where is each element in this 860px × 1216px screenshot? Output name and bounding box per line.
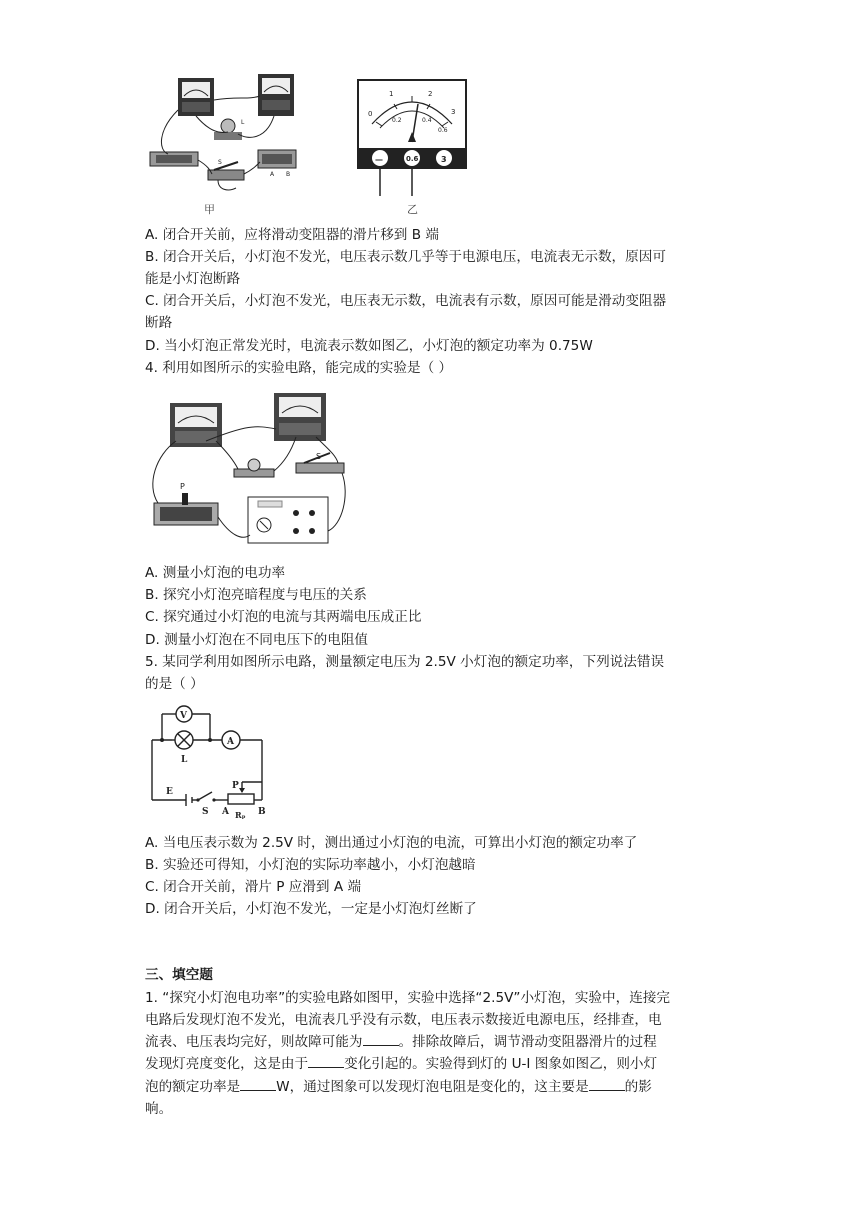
q5-label-v: V bbox=[180, 711, 187, 721]
q4-label-s: S bbox=[316, 452, 322, 461]
q3-option-b-cont: 能是小灯泡断路 bbox=[145, 271, 241, 287]
terminal-3: 3 bbox=[441, 155, 447, 164]
q5-stem-1: 5. 某同学利用如图所示电路，测量额定电压为 2.5V 小灯泡的额定功率，下列说法错误 bbox=[145, 654, 665, 670]
q5-label-l: L bbox=[181, 755, 188, 765]
q5-stem-2: 的是（ ） bbox=[145, 676, 204, 692]
label-a: A bbox=[270, 171, 275, 178]
label-b: B bbox=[286, 171, 291, 178]
s3-q1-line5-text-b: W，通过图象可以发现灯泡电阻是变化的，这主要是 bbox=[276, 1079, 589, 1095]
q4-label-p: P bbox=[180, 482, 185, 491]
q3-option-d: D. 当小灯泡正常发光时，电流表示数如图乙，小灯泡的额定功率为 0.75W bbox=[145, 338, 593, 354]
blank-influence[interactable] bbox=[589, 1076, 625, 1091]
q5-label-s: S bbox=[202, 807, 209, 817]
s3-q1-line5 bbox=[145, 1076, 652, 1098]
q5-option-c: C. 闭合开关前，滑片 P 应滑到 A 端 bbox=[145, 879, 362, 895]
q5-label-b-end: B bbox=[258, 807, 266, 817]
s3-q1-line3-text-a: 流表、电压表均完好，则故障可能为 bbox=[145, 1034, 363, 1050]
q3-option-b: B. 闭合开关后，小灯泡不发光，电压表示数几乎等于电源电压，电流表无示数，原因可 bbox=[145, 249, 666, 265]
figure-yi-ammeter bbox=[356, 78, 468, 198]
q4-option-d: D. 测量小灯泡在不同电压下的电阻值 bbox=[145, 632, 369, 648]
q5-label-a-end: A bbox=[222, 807, 229, 817]
blank-cause[interactable] bbox=[308, 1053, 344, 1068]
figure-q5-circuit bbox=[146, 702, 270, 820]
s3-q1-line6: 响。 bbox=[145, 1101, 173, 1117]
s3-q1-line2: 电路后发现灯泡不发光，电流表几乎没有示数，电压表示数接近电源电压，经排查，电 bbox=[145, 1012, 662, 1028]
dial-bottom-2: 0.4 bbox=[422, 117, 432, 124]
s3-q1-line3 bbox=[145, 1031, 657, 1053]
dial-bottom-3: 0.6 bbox=[438, 127, 448, 134]
label-s: S bbox=[218, 159, 222, 166]
figure-q4-apparatus bbox=[146, 385, 351, 550]
terminal-neg: — bbox=[375, 155, 383, 164]
q3-option-c: C. 闭合开关后，小灯泡不发光，电压表无示数，电流表有示数，原因可能是滑动变阻器 bbox=[145, 293, 667, 309]
q5-label-e: E bbox=[166, 787, 173, 797]
s3-q1-line5-text-c: 的影 bbox=[624, 1079, 652, 1095]
q5-option-b: B. 实验还可得知，小灯泡的实际功率越小，小灯泡越暗 bbox=[145, 857, 476, 873]
q5-option-d: D. 闭合开关后，小灯泡不发光，一定是小灯泡灯丝断了 bbox=[145, 901, 477, 917]
q5-label-a-meter: A bbox=[227, 737, 234, 747]
q3-option-c-cont: 断路 bbox=[145, 315, 173, 331]
blank-fault[interactable] bbox=[363, 1031, 399, 1046]
q3-option-a: A. 闭合开关前，应将滑动变阻器的滑片移到 B 端 bbox=[145, 227, 439, 243]
q4-option-a: A. 测量小灯泡的电功率 bbox=[145, 565, 286, 581]
q4-option-b: B. 探究小灯泡亮暗程度与电压的关系 bbox=[145, 587, 367, 603]
q5-label-rp: Rₚ bbox=[235, 810, 246, 820]
q4-stem: 4. 利用如图所示的实验电路，能完成的实验是（ ） bbox=[145, 360, 453, 376]
s3-q1-line4-text-a: 发现灯亮度变化，这是由于 bbox=[145, 1056, 309, 1072]
dial-top-3: 3 bbox=[451, 108, 456, 116]
dial-top-2: 2 bbox=[428, 90, 433, 98]
dial-top-0: 0 bbox=[368, 110, 373, 118]
label-l: L bbox=[241, 119, 245, 126]
q4-option-c: C. 探究通过小灯泡的电流与其两端电压成正比 bbox=[145, 609, 422, 625]
s3-q1-line5-text-a: 泡的额定功率是 bbox=[145, 1079, 241, 1095]
caption-jia: 甲 bbox=[204, 203, 215, 216]
q5-label-p: P bbox=[232, 781, 239, 791]
terminal-06: 0.6 bbox=[406, 155, 419, 163]
dial-bottom-1: 0.2 bbox=[392, 117, 402, 124]
figure-jia-apparatus bbox=[148, 70, 298, 200]
caption-yi: 乙 bbox=[407, 203, 418, 216]
s3-q1-line1: 1. “探究小灯泡电功率”的实验电路如图甲，实验中选择“2.5V”小灯泡，实验中，连接完 bbox=[145, 990, 670, 1006]
section-heading-fill-blank: 三、填空题 bbox=[145, 967, 213, 983]
blank-rated-power[interactable] bbox=[240, 1076, 276, 1091]
q5-option-a: A. 当电压表示数为 2.5V 时，测出通过小灯泡的电流，可算出小灯泡的额定功率了 bbox=[145, 835, 638, 851]
s3-q1-line4-text-b: 变化引起的。实验得到灯的 U-I 图象如图乙，则小灯 bbox=[344, 1056, 658, 1072]
s3-q1-line3-text-b: 。排除故障后，调节滑动变阻器滑片的过程 bbox=[398, 1034, 657, 1050]
s3-q1-line4 bbox=[145, 1053, 657, 1075]
dial-top-1: 1 bbox=[389, 90, 394, 98]
